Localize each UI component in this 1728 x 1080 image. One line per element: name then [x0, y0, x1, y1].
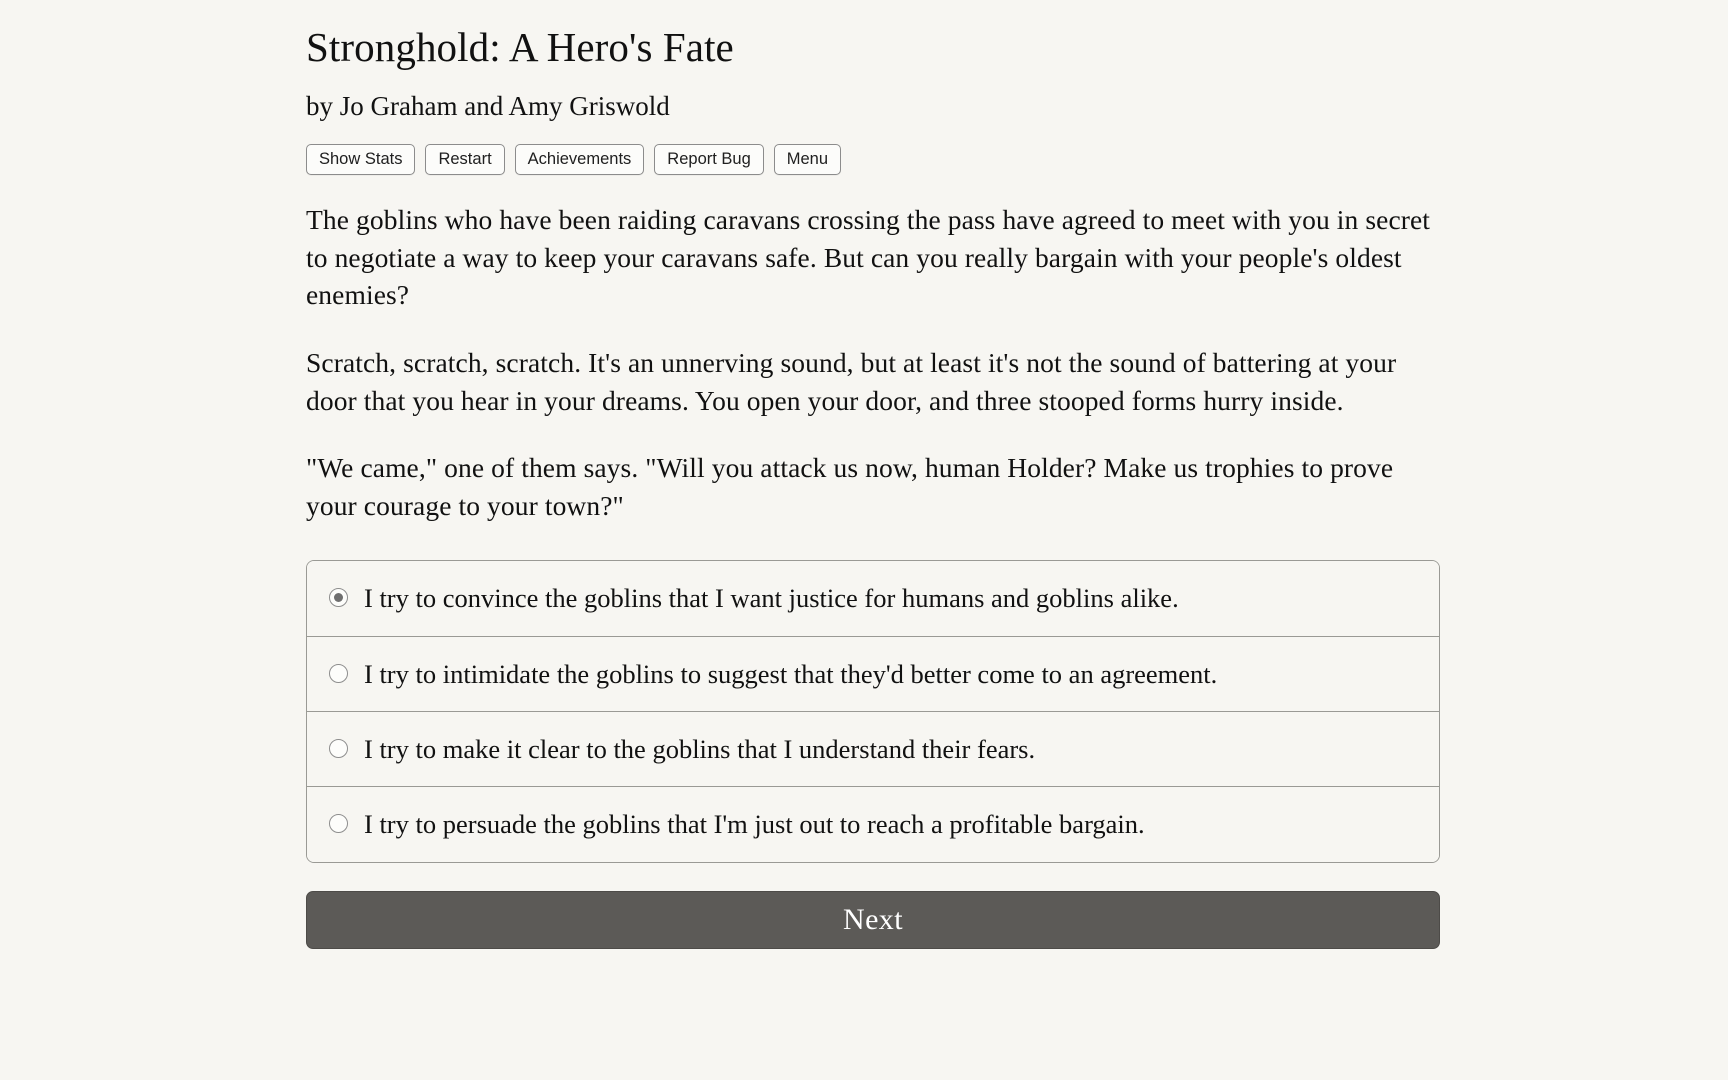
radio-button-icon[interactable]	[329, 739, 348, 758]
page-title: Stronghold: A Hero's Fate	[306, 24, 734, 70]
radio-button-icon[interactable]	[329, 664, 348, 683]
story-paragraph: Scratch, scratch, scratch. It's an unnerving sound, but at least it's not the sound of battering at your door that you hear in your dreams. You open your door, and three stooped forms hurry inside.	[306, 346, 1397, 416]
author-byline: by Jo Graham and Amy Griswold	[306, 91, 670, 122]
story-paragraph: The goblins who have been raiding caravans crossing the pass have agreed to meet with you in secret to negotiate a way to keep your caravans safe. But can you really bargain with your people's oldest enemies?	[306, 204, 1431, 311]
choice-label: I try to convince the goblins that I want justice for humans and goblins alike.	[364, 583, 1179, 614]
choice-option[interactable]	[307, 637, 1439, 712]
choice-list	[306, 560, 1440, 863]
choice-option[interactable]	[307, 712, 1439, 787]
restart-button[interactable]: Restart	[425, 144, 504, 175]
next-button[interactable]: Next	[306, 891, 1440, 949]
radio-button-icon[interactable]	[329, 588, 348, 607]
report-bug-button[interactable]: Report Bug	[654, 144, 763, 175]
menu-button[interactable]: Menu	[774, 144, 841, 175]
achievements-button[interactable]: Achievements	[515, 144, 645, 175]
choice-option[interactable]	[307, 787, 1439, 861]
show-stats-button[interactable]: Show Stats	[306, 144, 415, 175]
toolbar	[306, 144, 1440, 175]
choice-label: I try to intimidate the goblins to suggest that they'd better come to an agreement.	[364, 658, 1218, 689]
radio-button-icon[interactable]	[329, 814, 348, 833]
choice-label: I try to persuade the goblins that I'm just out to reach a profitable bargain.	[364, 809, 1145, 840]
choice-option[interactable]	[307, 561, 1439, 636]
story-text	[306, 201, 1440, 524]
story-paragraph: "We came," one of them says. "Will you attack us now, human Holder? Make us trophies to prove your courage to your town?"	[306, 452, 1394, 521]
game-content	[306, 22, 1440, 949]
choice-label: I try to make it clear to the goblins that I understand their fears.	[364, 733, 1036, 764]
